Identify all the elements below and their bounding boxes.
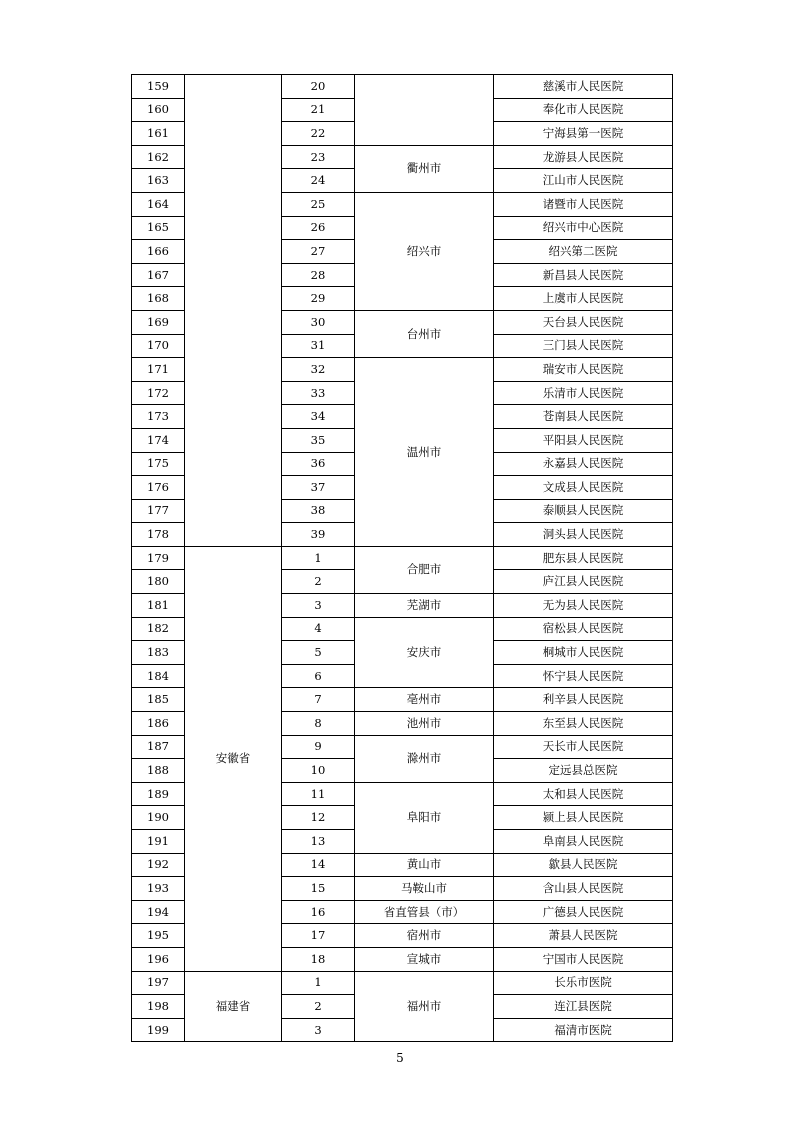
row-number: 186 [132, 712, 185, 736]
hospital-name: 歙县人民医院 [494, 853, 673, 877]
hospital-name: 无为县人民医院 [494, 594, 673, 618]
city-cell: 阜阳市 [355, 782, 494, 853]
row-number: 160 [132, 98, 185, 122]
hospital-name: 龙游县人民医院 [494, 145, 673, 169]
row-number: 183 [132, 641, 185, 665]
hospital-name: 长乐市医院 [494, 971, 673, 995]
row-number: 195 [132, 924, 185, 948]
city-cell: 合肥市 [355, 546, 494, 593]
row-number: 193 [132, 877, 185, 901]
hospital-name: 三门县人民医院 [494, 334, 673, 358]
hospital-name: 江山市人民医院 [494, 169, 673, 193]
row-number: 178 [132, 523, 185, 547]
hospital-name: 天长市人民医院 [494, 735, 673, 759]
row-number: 197 [132, 971, 185, 995]
city-cell: 省直管县（市） [355, 900, 494, 924]
sub-number: 35 [282, 428, 355, 452]
hospital-table [131, 74, 673, 1042]
row-number: 171 [132, 358, 185, 382]
row-number: 167 [132, 263, 185, 287]
sub-number: 31 [282, 334, 355, 358]
city-cell [355, 75, 494, 146]
hospital-name: 奉化市人民医院 [494, 98, 673, 122]
sub-number: 24 [282, 169, 355, 193]
sub-number: 30 [282, 310, 355, 334]
sub-number: 36 [282, 452, 355, 476]
row-number: 189 [132, 782, 185, 806]
sub-number: 14 [282, 853, 355, 877]
hospital-name: 宁国市人民医院 [494, 947, 673, 971]
hospital-name: 文成县人民医院 [494, 476, 673, 500]
hospital-name: 瑞安市人民医院 [494, 358, 673, 382]
hospital-name: 桐城市人民医院 [494, 641, 673, 665]
hospital-name: 慈溪市人民医院 [494, 75, 673, 99]
sub-number: 15 [282, 877, 355, 901]
table-row [132, 546, 673, 570]
hospital-name: 利辛县人民医院 [494, 688, 673, 712]
hospital-name: 绍兴市中心医院 [494, 216, 673, 240]
table-row [132, 75, 673, 99]
sub-number: 1 [282, 546, 355, 570]
row-number: 172 [132, 381, 185, 405]
row-number: 164 [132, 192, 185, 216]
province-cell: 福建省 [185, 971, 282, 1042]
row-number: 181 [132, 594, 185, 618]
sub-number: 8 [282, 712, 355, 736]
row-number: 187 [132, 735, 185, 759]
hospital-name: 上虞市人民医院 [494, 287, 673, 311]
city-cell: 福州市 [355, 971, 494, 1042]
hospital-name: 庐江县人民医院 [494, 570, 673, 594]
row-number: 174 [132, 428, 185, 452]
sub-number: 18 [282, 947, 355, 971]
hospital-name: 永嘉县人民医院 [494, 452, 673, 476]
hospital-name: 太和县人民医院 [494, 782, 673, 806]
city-cell: 宣城市 [355, 947, 494, 971]
city-cell: 台州市 [355, 310, 494, 357]
row-number: 194 [132, 900, 185, 924]
hospital-name: 天台县人民医院 [494, 310, 673, 334]
sub-number: 32 [282, 358, 355, 382]
sub-number: 22 [282, 122, 355, 146]
sub-number: 38 [282, 499, 355, 523]
row-number: 169 [132, 310, 185, 334]
hospital-name: 洞头县人民医院 [494, 523, 673, 547]
city-cell: 池州市 [355, 712, 494, 736]
row-number: 182 [132, 617, 185, 641]
sub-number: 13 [282, 830, 355, 854]
sub-number: 3 [282, 1018, 355, 1042]
city-cell: 安庆市 [355, 617, 494, 688]
sub-number: 11 [282, 782, 355, 806]
row-number: 190 [132, 806, 185, 830]
hospital-name: 诸暨市人民医院 [494, 192, 673, 216]
row-number: 165 [132, 216, 185, 240]
city-cell: 芜湖市 [355, 594, 494, 618]
hospital-name: 广德县人民医院 [494, 900, 673, 924]
sub-number: 17 [282, 924, 355, 948]
hospital-name: 乐清市人民医院 [494, 381, 673, 405]
row-number: 166 [132, 240, 185, 264]
hospital-name: 阜南县人民医院 [494, 830, 673, 854]
sub-number: 34 [282, 405, 355, 429]
province-cell [185, 75, 282, 547]
row-number: 177 [132, 499, 185, 523]
sub-number: 26 [282, 216, 355, 240]
sub-number: 2 [282, 570, 355, 594]
sub-number: 28 [282, 263, 355, 287]
row-number: 163 [132, 169, 185, 193]
row-number: 173 [132, 405, 185, 429]
sub-number: 20 [282, 75, 355, 99]
row-number: 179 [132, 546, 185, 570]
row-number: 192 [132, 853, 185, 877]
sub-number: 21 [282, 98, 355, 122]
hospital-name: 绍兴第二医院 [494, 240, 673, 264]
hospital-name: 肥东县人民医院 [494, 546, 673, 570]
row-number: 159 [132, 75, 185, 99]
table-body [132, 75, 673, 1042]
sub-number: 5 [282, 641, 355, 665]
sub-number: 6 [282, 664, 355, 688]
hospital-name: 苍南县人民医院 [494, 405, 673, 429]
hospital-name: 定远县总医院 [494, 759, 673, 783]
sub-number: 4 [282, 617, 355, 641]
city-cell: 马鞍山市 [355, 877, 494, 901]
city-cell: 黄山市 [355, 853, 494, 877]
sub-number: 10 [282, 759, 355, 783]
city-cell: 滁州市 [355, 735, 494, 782]
hospital-name: 宁海县第一医院 [494, 122, 673, 146]
row-number: 198 [132, 995, 185, 1019]
province-cell: 安徽省 [185, 546, 282, 971]
row-number: 184 [132, 664, 185, 688]
sub-number: 25 [282, 192, 355, 216]
hospital-name: 宿松县人民医院 [494, 617, 673, 641]
hospital-name: 福清市医院 [494, 1018, 673, 1042]
sub-number: 12 [282, 806, 355, 830]
row-number: 170 [132, 334, 185, 358]
hospital-name: 新昌县人民医院 [494, 263, 673, 287]
hospital-name: 怀宁县人民医院 [494, 664, 673, 688]
sub-number: 7 [282, 688, 355, 712]
sub-number: 37 [282, 476, 355, 500]
city-cell: 亳州市 [355, 688, 494, 712]
hospital-name: 平阳县人民医院 [494, 428, 673, 452]
sub-number: 1 [282, 971, 355, 995]
sub-number: 29 [282, 287, 355, 311]
row-number: 199 [132, 1018, 185, 1042]
row-number: 175 [132, 452, 185, 476]
sub-number: 39 [282, 523, 355, 547]
city-cell: 宿州市 [355, 924, 494, 948]
row-number: 196 [132, 947, 185, 971]
sub-number: 27 [282, 240, 355, 264]
sub-number: 16 [282, 900, 355, 924]
sub-number: 23 [282, 145, 355, 169]
sub-number: 3 [282, 594, 355, 618]
hospital-name: 连江县医院 [494, 995, 673, 1019]
hospital-name: 泰顺县人民医院 [494, 499, 673, 523]
city-cell: 温州市 [355, 358, 494, 547]
hospital-name: 萧县人民医院 [494, 924, 673, 948]
row-number: 161 [132, 122, 185, 146]
row-number: 188 [132, 759, 185, 783]
city-cell: 绍兴市 [355, 192, 494, 310]
table-row [132, 971, 673, 995]
row-number: 185 [132, 688, 185, 712]
row-number: 168 [132, 287, 185, 311]
row-number: 162 [132, 145, 185, 169]
hospital-name: 颍上县人民医院 [494, 806, 673, 830]
row-number: 180 [132, 570, 185, 594]
row-number: 176 [132, 476, 185, 500]
sub-number: 9 [282, 735, 355, 759]
page-number: 5 [396, 1051, 404, 1065]
sub-number: 2 [282, 995, 355, 1019]
city-cell: 衢州市 [355, 145, 494, 192]
hospital-name: 含山县人民医院 [494, 877, 673, 901]
hospital-name: 东至县人民医院 [494, 712, 673, 736]
row-number: 191 [132, 830, 185, 854]
sub-number: 33 [282, 381, 355, 405]
